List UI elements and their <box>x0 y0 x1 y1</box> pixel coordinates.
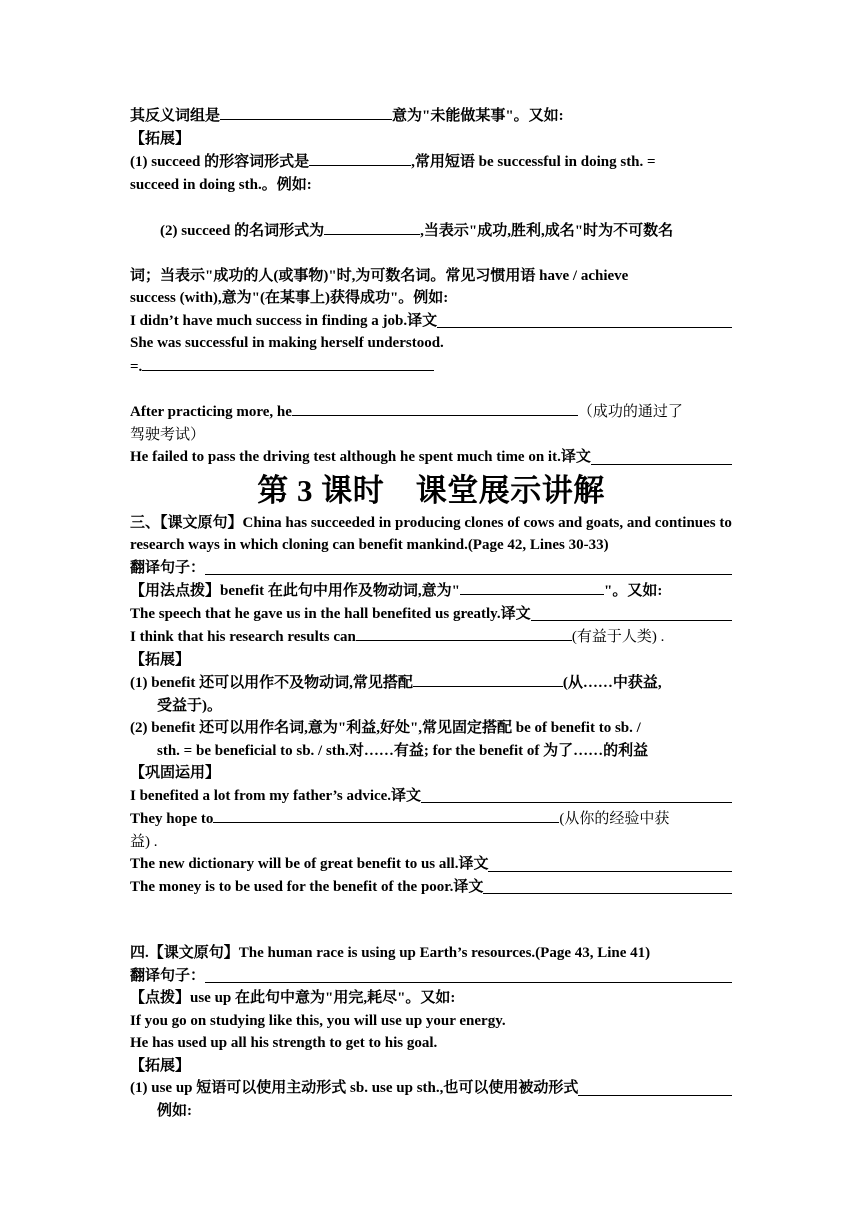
text-line <box>130 310 732 333</box>
answer-blank[interactable] <box>205 966 732 983</box>
text-line <box>130 807 732 831</box>
text: They hope to <box>130 811 214 827</box>
answer-blank[interactable] <box>292 400 578 416</box>
text: I think that his research results can <box>130 629 356 645</box>
text: (从你的经验中获 <box>559 811 670 827</box>
text-line <box>130 876 732 899</box>
text: (1) succeed 的形容词形式是 <box>130 154 310 170</box>
text-line: sth. = be beneficial to sb. / sth.对……有益; for the benefit of 为了……的利益 <box>157 742 649 759</box>
answer-blank[interactable] <box>460 579 604 595</box>
section-label: 【拓展】 <box>130 651 191 668</box>
text-line <box>130 625 732 649</box>
text-line <box>130 785 732 808</box>
text-line: 词；当表示"成功的人(或事物)"时,为可数名词。常见习惯用语 have / achieve <box>130 267 629 284</box>
text: The money is to be used for the benefit of the poor.译文 <box>130 878 484 895</box>
text: （成功的通过了 <box>577 404 683 420</box>
text-line <box>130 104 732 128</box>
section-label: 【拓展】 <box>130 130 191 147</box>
text-line <box>130 557 732 580</box>
text: "。又如: <box>604 583 663 599</box>
text-line: succeed in doing sth.。例如: <box>130 176 312 193</box>
answer-blank[interactable] <box>531 604 732 621</box>
text-line <box>130 1077 732 1100</box>
answer-blank[interactable] <box>309 150 411 166</box>
text: I didn’t have much success in finding a job.译文 <box>130 312 438 329</box>
text: ,常用短语 be successful in doing sth. = <box>411 154 656 170</box>
section-label: 【拓展】 <box>130 1057 191 1074</box>
text: The new dictionary will be of great benefit to us all.译文 <box>130 856 489 872</box>
paragraph: 三、【课文原句】China has succeeded in producing clones of cows and goats, and continues to research ways in which cloning can benefit mankind.(Page 42, Lines 30-33) <box>130 514 732 553</box>
section-label: 【巩固运用】 <box>130 765 221 781</box>
answer-blank[interactable] <box>413 671 563 687</box>
answer-blank[interactable] <box>213 807 559 823</box>
answer-blank[interactable] <box>591 448 732 465</box>
answer-blank[interactable] <box>356 625 572 641</box>
worksheet-content <box>130 104 732 1122</box>
text-line: 四.【课文原句】The human race is using up Earth’s resources.(Page 43, Line 41) <box>130 945 651 961</box>
text-line: If you go on studying like this, you will use up your energy. <box>130 1012 506 1029</box>
text: (1) use up 短语可以使用主动形式 sb. use up sth.,也可以使用被动形式 <box>130 1080 579 1096</box>
text: (有益于人类) . <box>571 629 665 645</box>
text-line <box>130 671 732 695</box>
text: =. <box>130 358 143 375</box>
text-line <box>130 446 732 469</box>
text: (1) benefit 还可以用作不及物动词,常见搭配 <box>130 675 413 691</box>
text-line: (2) benefit 还可以用作名词,意为"利益,好处",常见固定搭配 be of benefit to sb. / <box>130 720 641 736</box>
spacer <box>130 898 732 942</box>
text: The speech that he gave us in the hall benefited us greatly.译文 <box>130 605 531 622</box>
answer-blank[interactable] <box>578 1079 732 1096</box>
answer-blank[interactable] <box>205 558 732 575</box>
text-line <box>130 965 732 988</box>
text-line: 【点拨】use up 在此句中意为"用完,耗尽"。又如: <box>130 990 456 1006</box>
answer-blank[interactable] <box>488 855 732 872</box>
text-line: 驾驶考试） <box>130 426 206 443</box>
text: 其反义词组是 <box>130 108 221 124</box>
spacer <box>130 378 732 400</box>
text: After practicing more, he <box>130 404 292 420</box>
text: 翻译句子： <box>130 967 206 984</box>
answer-blank[interactable] <box>437 311 732 328</box>
text-line: success (with),意为"(在某事上)获得成功"。例如: <box>130 290 449 306</box>
answer-blank[interactable] <box>220 104 392 120</box>
text-line <box>130 853 732 876</box>
text-line <box>130 196 732 265</box>
text-line: 例如: <box>157 1102 192 1119</box>
text: I benefited a lot from my father’s advice.译文 <box>130 787 422 804</box>
answer-blank[interactable] <box>142 355 434 371</box>
text: ,当表示"成功,胜利,成名"时为不可数名 <box>420 222 674 239</box>
text-line: He has used up all his strength to get to his goal. <box>130 1035 438 1051</box>
text-line <box>130 400 732 424</box>
text: 【用法点拨】benefit 在此句中用作及物动词,意为" <box>130 583 460 599</box>
text-line: She was successful in making herself understood. <box>130 335 444 351</box>
text-line <box>130 603 732 626</box>
answer-blank[interactable] <box>421 786 732 803</box>
text: (从……中获益, <box>562 675 662 691</box>
text-line <box>130 150 732 174</box>
answer-blank[interactable] <box>324 219 420 235</box>
text-line: 益) . <box>130 833 158 850</box>
text-line <box>130 355 732 379</box>
section-title: 第 3 课时 课堂展示讲解 <box>257 472 605 508</box>
text-line: 受益于)。 <box>157 697 222 714</box>
text: 意为"未能做某事"。又如: <box>392 108 564 124</box>
answer-blank[interactable] <box>483 877 732 894</box>
text: 翻译句子： <box>130 559 206 576</box>
text: He failed to pass the driving test although he spent much time on it.译文 <box>130 449 591 465</box>
text: (2) succeed 的名词形式为 <box>152 222 325 239</box>
text-line <box>130 579 732 603</box>
